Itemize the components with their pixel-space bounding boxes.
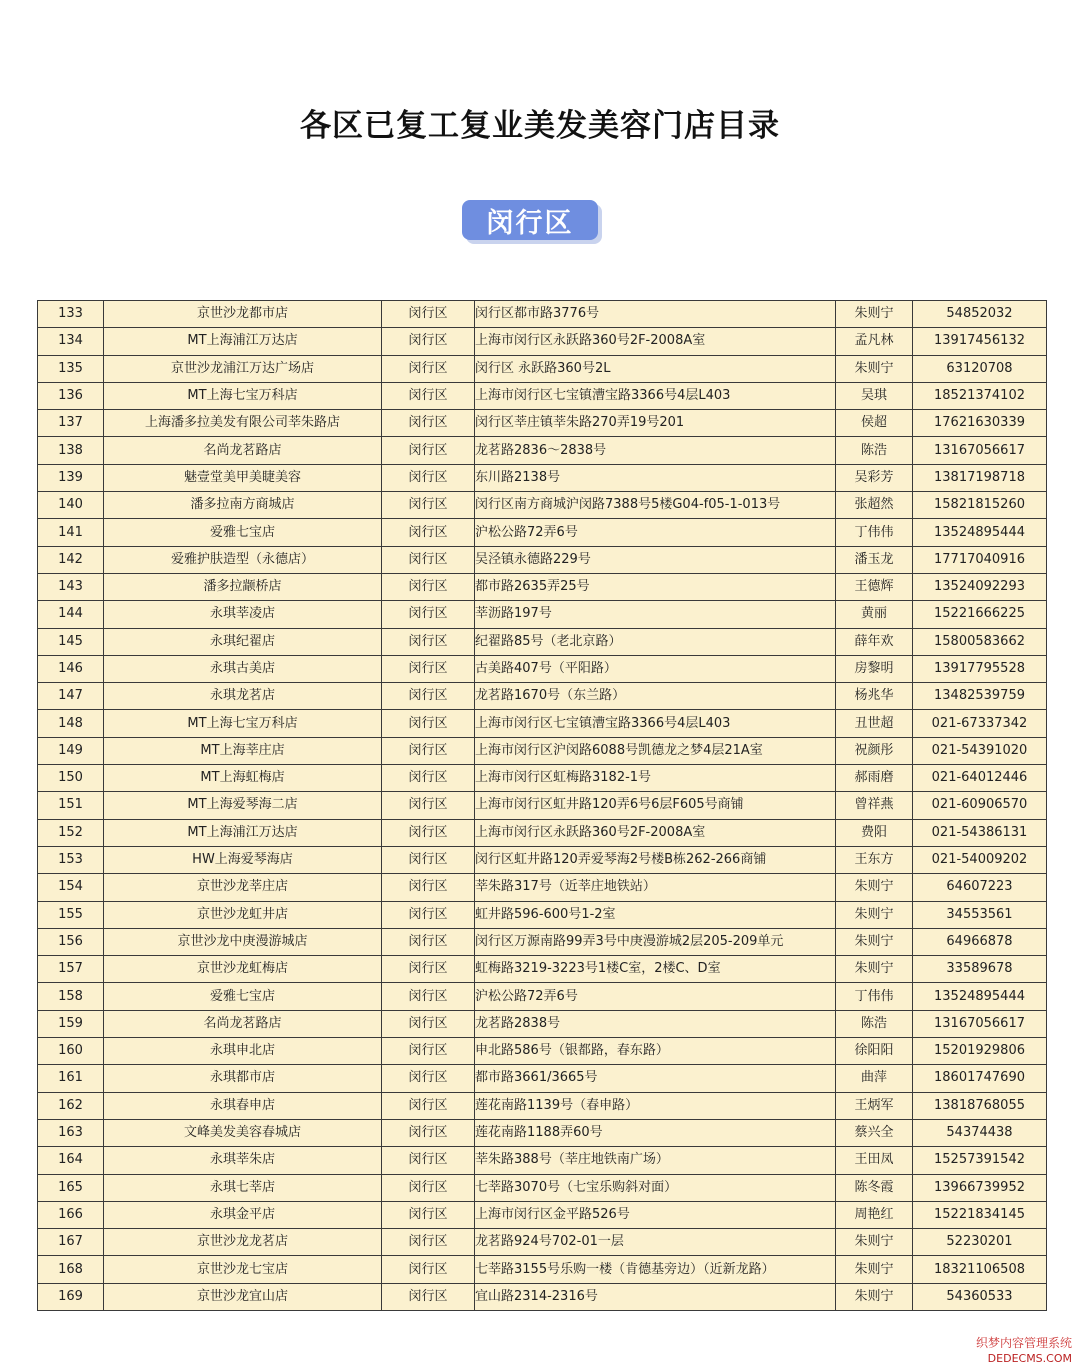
contact-person: 曾祥燕 bbox=[836, 792, 913, 819]
district: 闵行区 bbox=[382, 464, 475, 491]
row-number: 135 bbox=[38, 355, 104, 382]
store-name: MT上海七宝万科店 bbox=[104, 382, 382, 409]
contact-person: 陈冬霞 bbox=[836, 1174, 913, 1201]
district: 闵行区 bbox=[382, 355, 475, 382]
row-number: 137 bbox=[38, 410, 104, 437]
table-row bbox=[38, 1119, 1047, 1146]
store-name: 爱雅护肤造型（永德店） bbox=[104, 546, 382, 573]
address: 都市路3661/3665号 bbox=[475, 1065, 836, 1092]
phone-number: 021-67337342 bbox=[913, 710, 1047, 737]
row-number: 158 bbox=[38, 983, 104, 1010]
store-name: 京世沙龙都市店 bbox=[104, 301, 382, 328]
row-number: 134 bbox=[38, 328, 104, 355]
store-name: MT上海莘庄店 bbox=[104, 737, 382, 764]
address: 吴泾镇永德路229号 bbox=[475, 546, 836, 573]
district: 闵行区 bbox=[382, 1147, 475, 1174]
district: 闵行区 bbox=[382, 492, 475, 519]
contact-person: 陈浩 bbox=[836, 1010, 913, 1037]
district: 闵行区 bbox=[382, 1010, 475, 1037]
contact-person: 朱则宁 bbox=[836, 901, 913, 928]
table-row bbox=[38, 710, 1047, 737]
table-row bbox=[38, 573, 1047, 600]
phone-number: 13817198718 bbox=[913, 464, 1047, 491]
row-number: 154 bbox=[38, 874, 104, 901]
phone-number: 13524895444 bbox=[913, 519, 1047, 546]
phone-number: 15221834145 bbox=[913, 1201, 1047, 1228]
table-row bbox=[38, 928, 1047, 955]
address: 上海市闵行区七宝镇漕宝路3366号4层L403 bbox=[475, 382, 836, 409]
table-row bbox=[38, 792, 1047, 819]
phone-number: 18321106508 bbox=[913, 1256, 1047, 1283]
address: 七莘路3155号乐购一楼（肯德基旁边）（近新龙路） bbox=[475, 1256, 836, 1283]
row-number: 169 bbox=[38, 1283, 104, 1310]
table-row bbox=[38, 1229, 1047, 1256]
contact-person: 朱则宁 bbox=[836, 874, 913, 901]
address: 上海市闵行区永跃路360号2F-2008A室 bbox=[475, 328, 836, 355]
address: 沪松公路72弄6号 bbox=[475, 983, 836, 1010]
contact-person: 王田凤 bbox=[836, 1147, 913, 1174]
address: 闵行区 永跃路360号2L bbox=[475, 355, 836, 382]
district: 闵行区 bbox=[382, 1038, 475, 1065]
store-name: 京世沙龙龙茗店 bbox=[104, 1229, 382, 1256]
store-name: 京世沙龙虹井店 bbox=[104, 901, 382, 928]
phone-number: 54360533 bbox=[913, 1283, 1047, 1310]
district: 闵行区 bbox=[382, 710, 475, 737]
table-row bbox=[38, 1174, 1047, 1201]
address: 虹梅路3219-3223号1楼C室，2楼C、D室 bbox=[475, 956, 836, 983]
table-row bbox=[38, 601, 1047, 628]
store-name: 永琪龙茗店 bbox=[104, 683, 382, 710]
store-name: MT上海浦江万达店 bbox=[104, 328, 382, 355]
district: 闵行区 bbox=[382, 410, 475, 437]
address: 莲花南路1139号（春申路） bbox=[475, 1092, 836, 1119]
address: 莘朱路388号（莘庄地铁南广场） bbox=[475, 1147, 836, 1174]
row-number: 148 bbox=[38, 710, 104, 737]
store-name: 潘多拉颛桥店 bbox=[104, 573, 382, 600]
phone-number: 15201929806 bbox=[913, 1038, 1047, 1065]
table-row bbox=[38, 492, 1047, 519]
address: 龙茗路1670号（东兰路） bbox=[475, 683, 836, 710]
address: 闵行区都市路3776号 bbox=[475, 301, 836, 328]
store-name: 爱雅七宝店 bbox=[104, 519, 382, 546]
district: 闵行区 bbox=[382, 737, 475, 764]
table-row bbox=[38, 1038, 1047, 1065]
address: 申北路586号（银都路，春东路） bbox=[475, 1038, 836, 1065]
phone-number: 15221666225 bbox=[913, 601, 1047, 628]
district: 闵行区 bbox=[382, 819, 475, 846]
row-number: 153 bbox=[38, 846, 104, 873]
address: 宜山路2314-2316号 bbox=[475, 1283, 836, 1310]
table-row bbox=[38, 301, 1047, 328]
watermark bbox=[962, 1336, 1072, 1366]
row-number: 136 bbox=[38, 382, 104, 409]
store-name: 永琪古美店 bbox=[104, 655, 382, 682]
address: 上海市闵行区金平路526号 bbox=[475, 1201, 836, 1228]
district: 闵行区 bbox=[382, 519, 475, 546]
contact-person: 祝颜彤 bbox=[836, 737, 913, 764]
store-name: MT上海浦江万达店 bbox=[104, 819, 382, 846]
district: 闵行区 bbox=[382, 301, 475, 328]
phone-number: 13482539759 bbox=[913, 683, 1047, 710]
store-name: 名尚龙茗路店 bbox=[104, 437, 382, 464]
phone-number: 13818768055 bbox=[913, 1092, 1047, 1119]
store-name: 京世沙龙中庚漫游城店 bbox=[104, 928, 382, 955]
phone-number: 15821815260 bbox=[913, 492, 1047, 519]
contact-person: 侯超 bbox=[836, 410, 913, 437]
contact-person: 丁伟伟 bbox=[836, 983, 913, 1010]
district: 闵行区 bbox=[382, 573, 475, 600]
phone-number: 13524092293 bbox=[913, 573, 1047, 600]
address: 龙茗路2838号 bbox=[475, 1010, 836, 1037]
district: 闵行区 bbox=[382, 546, 475, 573]
salon-directory-table bbox=[37, 300, 1047, 1311]
contact-person: 陈浩 bbox=[836, 437, 913, 464]
table-row bbox=[38, 1256, 1047, 1283]
row-number: 138 bbox=[38, 437, 104, 464]
row-number: 142 bbox=[38, 546, 104, 573]
phone-number: 64607223 bbox=[913, 874, 1047, 901]
phone-number: 15800583662 bbox=[913, 628, 1047, 655]
address: 都市路2635弄25号 bbox=[475, 573, 836, 600]
contact-person: 杨兆华 bbox=[836, 683, 913, 710]
watermark-title: 织梦内容管理系统 bbox=[975, 1336, 1072, 1350]
table-row bbox=[38, 410, 1047, 437]
table-row bbox=[38, 846, 1047, 873]
address: 莲花南路1188弄60号 bbox=[475, 1119, 836, 1146]
phone-number: 64966878 bbox=[913, 928, 1047, 955]
table-row bbox=[38, 355, 1047, 382]
row-number: 163 bbox=[38, 1119, 104, 1146]
table-row bbox=[38, 983, 1047, 1010]
district: 闵行区 bbox=[382, 1119, 475, 1146]
district: 闵行区 bbox=[382, 437, 475, 464]
contact-person: 丑世超 bbox=[836, 710, 913, 737]
store-name: 永琪莘朱店 bbox=[104, 1147, 382, 1174]
address: 七莘路3070号（七宝乐购斜对面） bbox=[475, 1174, 836, 1201]
row-number: 139 bbox=[38, 464, 104, 491]
contact-person: 朱则宁 bbox=[836, 1256, 913, 1283]
table-row bbox=[38, 1010, 1047, 1037]
contact-person: 朱则宁 bbox=[836, 1229, 913, 1256]
contact-person: 朱则宁 bbox=[836, 928, 913, 955]
contact-person: 房黎明 bbox=[836, 655, 913, 682]
address: 莘朱路317号（近莘庄地铁站） bbox=[475, 874, 836, 901]
table-row bbox=[38, 628, 1047, 655]
phone-number: 13966739952 bbox=[913, 1174, 1047, 1201]
phone-number: 54374438 bbox=[913, 1119, 1047, 1146]
phone-number: 18601747690 bbox=[913, 1065, 1047, 1092]
store-name: 文峰美发美容春城店 bbox=[104, 1119, 382, 1146]
district: 闵行区 bbox=[382, 983, 475, 1010]
row-number: 145 bbox=[38, 628, 104, 655]
district: 闵行区 bbox=[382, 628, 475, 655]
phone-number: 13917795528 bbox=[913, 655, 1047, 682]
contact-person: 王德辉 bbox=[836, 573, 913, 600]
store-name: 京世沙龙浦江万达广场店 bbox=[104, 355, 382, 382]
store-name: 永琪七莘店 bbox=[104, 1174, 382, 1201]
row-number: 149 bbox=[38, 737, 104, 764]
store-name: MT上海爱琴海二店 bbox=[104, 792, 382, 819]
table-row bbox=[38, 519, 1047, 546]
phone-number: 63120708 bbox=[913, 355, 1047, 382]
address: 龙茗路2836～2838号 bbox=[475, 437, 836, 464]
row-number: 146 bbox=[38, 655, 104, 682]
phone-number: 17621630339 bbox=[913, 410, 1047, 437]
contact-person: 王炳军 bbox=[836, 1092, 913, 1119]
phone-number: 021-54386131 bbox=[913, 819, 1047, 846]
contact-person: 朱则宁 bbox=[836, 355, 913, 382]
row-number: 167 bbox=[38, 1229, 104, 1256]
phone-number: 54852032 bbox=[913, 301, 1047, 328]
contact-person: 朱则宁 bbox=[836, 1283, 913, 1310]
district: 闵行区 bbox=[382, 1174, 475, 1201]
contact-person: 薛年欢 bbox=[836, 628, 913, 655]
contact-person: 朱则宁 bbox=[836, 956, 913, 983]
contact-person: 朱则宁 bbox=[836, 301, 913, 328]
address: 上海市闵行区虹梅路3182-1号 bbox=[475, 765, 836, 792]
store-name: 永琪莘凌店 bbox=[104, 601, 382, 628]
row-number: 164 bbox=[38, 1147, 104, 1174]
address: 莘沥路197号 bbox=[475, 601, 836, 628]
row-number: 156 bbox=[38, 928, 104, 955]
contact-person: 周艳红 bbox=[836, 1201, 913, 1228]
phone-number: 13917456132 bbox=[913, 328, 1047, 355]
row-number: 160 bbox=[38, 1038, 104, 1065]
table-row bbox=[38, 683, 1047, 710]
phone-number: 17717040916 bbox=[913, 546, 1047, 573]
district: 闵行区 bbox=[382, 328, 475, 355]
row-number: 141 bbox=[38, 519, 104, 546]
contact-person: 吴彩芳 bbox=[836, 464, 913, 491]
address: 沪松公路72弄6号 bbox=[475, 519, 836, 546]
table-row bbox=[38, 1283, 1047, 1310]
phone-number: 021-54009202 bbox=[913, 846, 1047, 873]
store-name: HW上海爱琴海店 bbox=[104, 846, 382, 873]
table-row bbox=[38, 1147, 1047, 1174]
row-number: 150 bbox=[38, 765, 104, 792]
district: 闵行区 bbox=[382, 846, 475, 873]
table-body bbox=[38, 301, 1047, 1311]
district: 闵行区 bbox=[382, 1201, 475, 1228]
store-name: 京世沙龙虹梅店 bbox=[104, 956, 382, 983]
watermark-domain: DEDECMS.COM bbox=[987, 1352, 1072, 1365]
district: 闵行区 bbox=[382, 1283, 475, 1310]
row-number: 161 bbox=[38, 1065, 104, 1092]
store-name: 永琪金平店 bbox=[104, 1201, 382, 1228]
store-name: 永琪纪翟店 bbox=[104, 628, 382, 655]
contact-person: 黄丽 bbox=[836, 601, 913, 628]
row-number: 147 bbox=[38, 683, 104, 710]
store-name: 京世沙龙宜山店 bbox=[104, 1283, 382, 1310]
store-name: 潘多拉南方商城店 bbox=[104, 492, 382, 519]
district: 闵行区 bbox=[382, 956, 475, 983]
store-name: MT上海七宝万科店 bbox=[104, 710, 382, 737]
contact-person: 郝雨磨 bbox=[836, 765, 913, 792]
district: 闵行区 bbox=[382, 901, 475, 928]
phone-number: 021-60906570 bbox=[913, 792, 1047, 819]
contact-person: 费阳 bbox=[836, 819, 913, 846]
row-number: 144 bbox=[38, 601, 104, 628]
district: 闵行区 bbox=[382, 928, 475, 955]
contact-person: 蔡兴全 bbox=[836, 1119, 913, 1146]
row-number: 151 bbox=[38, 792, 104, 819]
row-number: 152 bbox=[38, 819, 104, 846]
table-row bbox=[38, 655, 1047, 682]
table-row bbox=[38, 1065, 1047, 1092]
row-number: 168 bbox=[38, 1256, 104, 1283]
district: 闵行区 bbox=[382, 792, 475, 819]
district: 闵行区 bbox=[382, 1256, 475, 1283]
table-row bbox=[38, 464, 1047, 491]
phone-number: 52230201 bbox=[913, 1229, 1047, 1256]
address: 虹井路596-600号1-2室 bbox=[475, 901, 836, 928]
table-row bbox=[38, 437, 1047, 464]
address: 东川路2138号 bbox=[475, 464, 836, 491]
contact-person: 丁伟伟 bbox=[836, 519, 913, 546]
district: 闵行区 bbox=[382, 1092, 475, 1119]
table-row bbox=[38, 1201, 1047, 1228]
address: 上海市闵行区虹井路120弄6号6层F605号商铺 bbox=[475, 792, 836, 819]
contact-person: 潘玉龙 bbox=[836, 546, 913, 573]
table-row bbox=[38, 765, 1047, 792]
store-name: 永琪申北店 bbox=[104, 1038, 382, 1065]
phone-number: 13167056617 bbox=[913, 437, 1047, 464]
address: 上海市闵行区沪闵路6088号凯德龙之梦4层21A室 bbox=[475, 737, 836, 764]
table-row bbox=[38, 737, 1047, 764]
address: 闵行区莘庄镇莘朱路270弄19号201 bbox=[475, 410, 836, 437]
store-name: 永琪春申店 bbox=[104, 1092, 382, 1119]
district: 闵行区 bbox=[382, 382, 475, 409]
contact-person: 吴琪 bbox=[836, 382, 913, 409]
contact-person: 王东方 bbox=[836, 846, 913, 873]
row-number: 143 bbox=[38, 573, 104, 600]
table-row bbox=[38, 956, 1047, 983]
phone-number: 34553561 bbox=[913, 901, 1047, 928]
address: 闵行区南方商城沪闵路7388号5楼G04-f05-1-013号 bbox=[475, 492, 836, 519]
phone-number: 021-64012446 bbox=[913, 765, 1047, 792]
district: 闵行区 bbox=[382, 683, 475, 710]
table-row bbox=[38, 819, 1047, 846]
row-number: 133 bbox=[38, 301, 104, 328]
row-number: 159 bbox=[38, 1010, 104, 1037]
phone-number: 13167056617 bbox=[913, 1010, 1047, 1037]
contact-person: 张超然 bbox=[836, 492, 913, 519]
district: 闵行区 bbox=[382, 874, 475, 901]
contact-person: 徐阳阳 bbox=[836, 1038, 913, 1065]
district: 闵行区 bbox=[382, 1065, 475, 1092]
row-number: 157 bbox=[38, 956, 104, 983]
phone-number: 18521374102 bbox=[913, 382, 1047, 409]
table-row bbox=[38, 328, 1047, 355]
store-name: MT上海虹梅店 bbox=[104, 765, 382, 792]
row-number: 166 bbox=[38, 1201, 104, 1228]
phone-number: 15257391542 bbox=[913, 1147, 1047, 1174]
address: 纪翟路85号（老北京路） bbox=[475, 628, 836, 655]
table-row bbox=[38, 546, 1047, 573]
store-name: 京世沙龙莘庄店 bbox=[104, 874, 382, 901]
district-badge: 闵行区 bbox=[462, 200, 598, 240]
table-row bbox=[38, 874, 1047, 901]
page-title: 各区已复工复业美发美容门店目录 bbox=[300, 108, 780, 144]
store-name: 京世沙龙七宝店 bbox=[104, 1256, 382, 1283]
address: 上海市闵行区永跃路360号2F-2008A室 bbox=[475, 819, 836, 846]
row-number: 140 bbox=[38, 492, 104, 519]
address: 闵行区虹井路120弄爱琴海2号楼B栋262-266商铺 bbox=[475, 846, 836, 873]
contact-person: 曲萍 bbox=[836, 1065, 913, 1092]
phone-number: 13524895444 bbox=[913, 983, 1047, 1010]
row-number: 165 bbox=[38, 1174, 104, 1201]
store-name: 上海潘多拉美发有限公司莘朱路店 bbox=[104, 410, 382, 437]
contact-person: 孟凡林 bbox=[836, 328, 913, 355]
phone-number: 33589678 bbox=[913, 956, 1047, 983]
address: 古美路407号（平阳路） bbox=[475, 655, 836, 682]
district: 闵行区 bbox=[382, 1229, 475, 1256]
district-badge-group bbox=[462, 200, 602, 244]
phone-number: 021-54391020 bbox=[913, 737, 1047, 764]
address: 上海市闵行区七宝镇漕宝路3366号4层L403 bbox=[475, 710, 836, 737]
district: 闵行区 bbox=[382, 655, 475, 682]
table-row bbox=[38, 901, 1047, 928]
store-name: 永琪都市店 bbox=[104, 1065, 382, 1092]
district: 闵行区 bbox=[382, 601, 475, 628]
store-name: 爱雅七宝店 bbox=[104, 983, 382, 1010]
store-name: 名尚龙茗路店 bbox=[104, 1010, 382, 1037]
table-row bbox=[38, 382, 1047, 409]
row-number: 155 bbox=[38, 901, 104, 928]
address: 龙茗路924号702-01一层 bbox=[475, 1229, 836, 1256]
address: 闵行区万源南路99弄3号中庚漫游城2层205-209单元 bbox=[475, 928, 836, 955]
row-number: 162 bbox=[38, 1092, 104, 1119]
table-row bbox=[38, 1092, 1047, 1119]
store-name: 魅壹堂美甲美睫美容 bbox=[104, 464, 382, 491]
district: 闵行区 bbox=[382, 765, 475, 792]
